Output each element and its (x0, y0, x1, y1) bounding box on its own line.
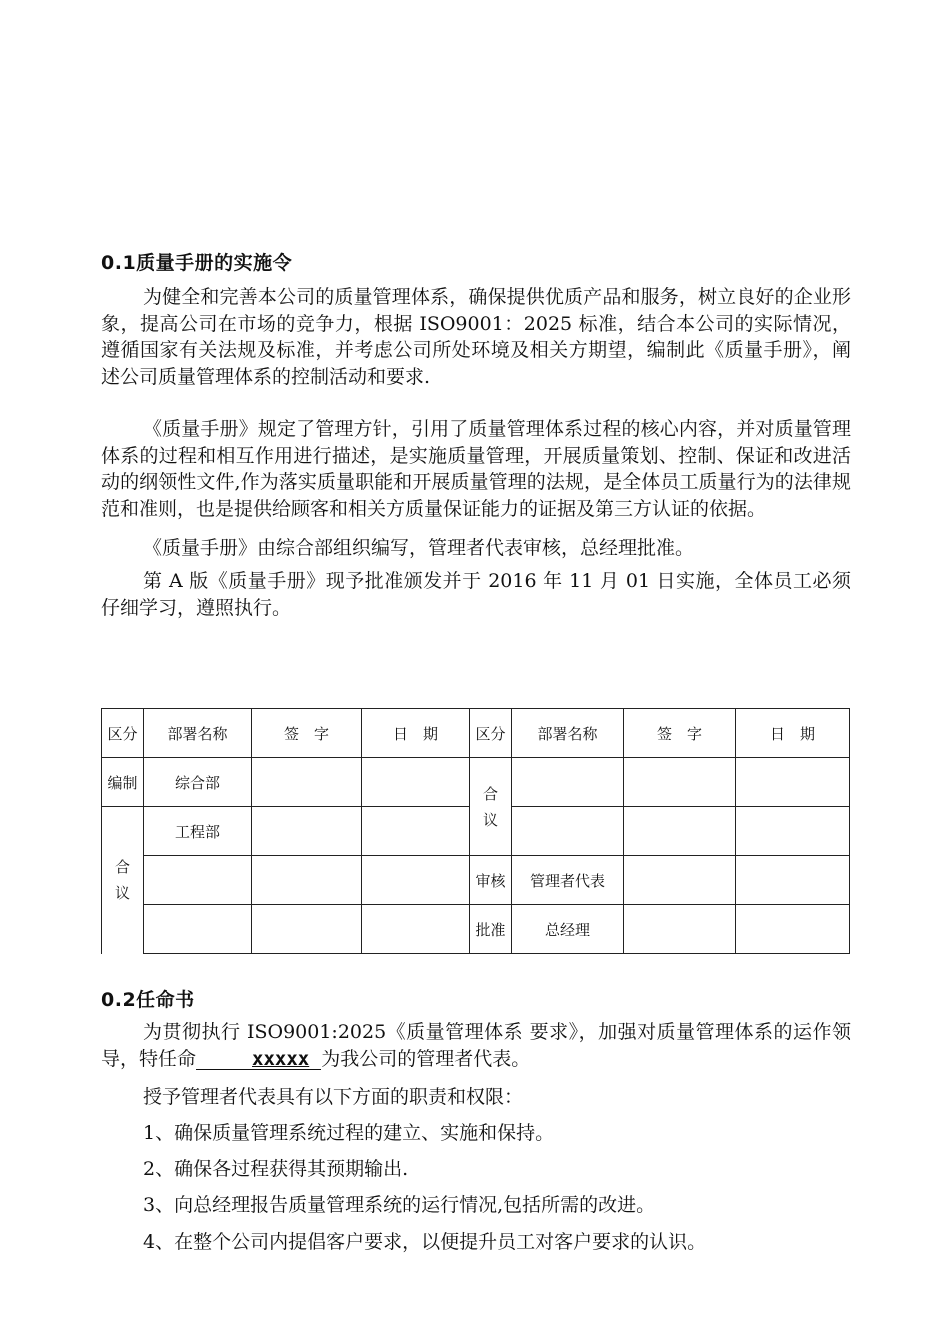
label-approve: 批准 (470, 905, 512, 954)
duty-item-4: 4、在整个公司内提倡客户要求，以便提升员工对客户要求的认识。 (143, 1231, 707, 1253)
appointment-intro-1: 为贯彻执行 ISO9001:2025《质量管理体系 要求》，加强对质量管理体系的运作领导，特任命 (101, 1021, 851, 1070)
approval-table (101, 708, 850, 954)
dept-management-rep: 管理者代表 (512, 856, 624, 905)
signature-cell[interactable] (624, 807, 736, 856)
header-category: 区分 (102, 709, 144, 758)
date-cell[interactable] (736, 807, 850, 856)
header-date: 日 期 (362, 709, 470, 758)
date-cell[interactable] (362, 905, 470, 954)
date-cell[interactable] (362, 856, 470, 905)
table-row (102, 905, 850, 954)
paragraph-1: 为健全和完善本公司的质量管理体系，确保提供优质产品和服务，树立良好的企业形象，提高公司在市场的竞争力，根据 ISO9001：2025 标准，结合本公司的实际情况，遵循国家有关法规及标准，并考虑公司所处环境及相关方期望，编制此《质量手册》，阐述公司质量管理体系的控制活动和要求. (101, 286, 851, 388)
section-title-implementation-order: 0.1质量手册的实施令 (101, 252, 293, 274)
paragraph-4: 第 A 版《质量手册》现予批准颁发并于 2016 年 11 月 01 日实施，全体员工必须仔细学习，遵照执行。 (101, 570, 851, 619)
signature-cell[interactable] (252, 807, 362, 856)
header-category-2: 区分 (470, 709, 512, 758)
countersign-left-text: 合 议 (114, 858, 130, 903)
date-cell[interactable] (736, 905, 850, 954)
signature-cell[interactable] (624, 856, 736, 905)
signature-cell[interactable] (252, 905, 362, 954)
duty-item-1: 1、确保质量管理系统过程的建立、实施和保持。 (143, 1122, 555, 1144)
header-signature: 签 字 (252, 709, 362, 758)
duty-item-2: 2、确保各过程获得其预期输出. (143, 1158, 409, 1180)
appointment-paragraph (101, 1019, 851, 1072)
grant-paragraph: 授予管理者代表具有以下方面的职责和权限： (143, 1086, 524, 1108)
signature-cell[interactable] (624, 905, 736, 954)
header-signature-2: 签 字 (624, 709, 736, 758)
label-review: 审核 (470, 856, 512, 905)
signature-cell[interactable] (624, 758, 736, 807)
countersign-right-text: 合 议 (482, 784, 498, 829)
signature-cell[interactable] (252, 758, 362, 807)
signature-cell[interactable] (252, 856, 362, 905)
label-countersign-left (102, 807, 144, 954)
dept-cell[interactable] (144, 856, 252, 905)
date-cell[interactable] (362, 807, 470, 856)
header-dept-name-2: 部署名称 (512, 709, 624, 758)
header-date-2: 日 期 (736, 709, 850, 758)
label-compile: 编制 (102, 758, 144, 807)
dept-cell[interactable] (512, 807, 624, 856)
dept-general: 综合部 (144, 758, 252, 807)
appointee-name-text: xxxxx (252, 1047, 310, 1070)
appointee-name (196, 1049, 321, 1070)
duty-item-3: 3、向总经理报告质量管理系统的运行情况,包括所需的改进。 (143, 1194, 656, 1216)
dept-cell[interactable] (144, 905, 252, 954)
date-cell[interactable] (362, 758, 470, 807)
paragraph-2: 《质量手册》规定了管理方针，引用了质量管理体系过程的核心内容，并对质量管理体系的过程和相互作用进行描述，是实施质量管理，开展质量策划、控制、保证和改进活动的纲领性文件,作为落实质量职能和开展质量管理的法规，是全体员工质量行为的法律规范和准则，也是提供给顾客和相关方质量保证能力的证据及第三方认证的依据。 (101, 418, 851, 520)
table-row (102, 758, 850, 807)
dept-general-manager: 总经理 (512, 905, 624, 954)
date-cell[interactable] (736, 758, 850, 807)
table-row (102, 856, 850, 905)
date-cell[interactable] (736, 856, 850, 905)
paragraph-3: 《质量手册》由综合部组织编写，管理者代表审核，总经理批准。 (143, 537, 695, 559)
dept-engineering: 工程部 (144, 807, 252, 856)
section-title-appointment: 0.2任命书 (101, 989, 195, 1011)
appointment-intro-2: 为我公司的管理者代表。 (321, 1047, 531, 1070)
label-countersign-right (470, 758, 512, 856)
header-dept-name: 部署名称 (144, 709, 252, 758)
table-header-row (102, 709, 850, 758)
dept-cell[interactable] (512, 758, 624, 807)
